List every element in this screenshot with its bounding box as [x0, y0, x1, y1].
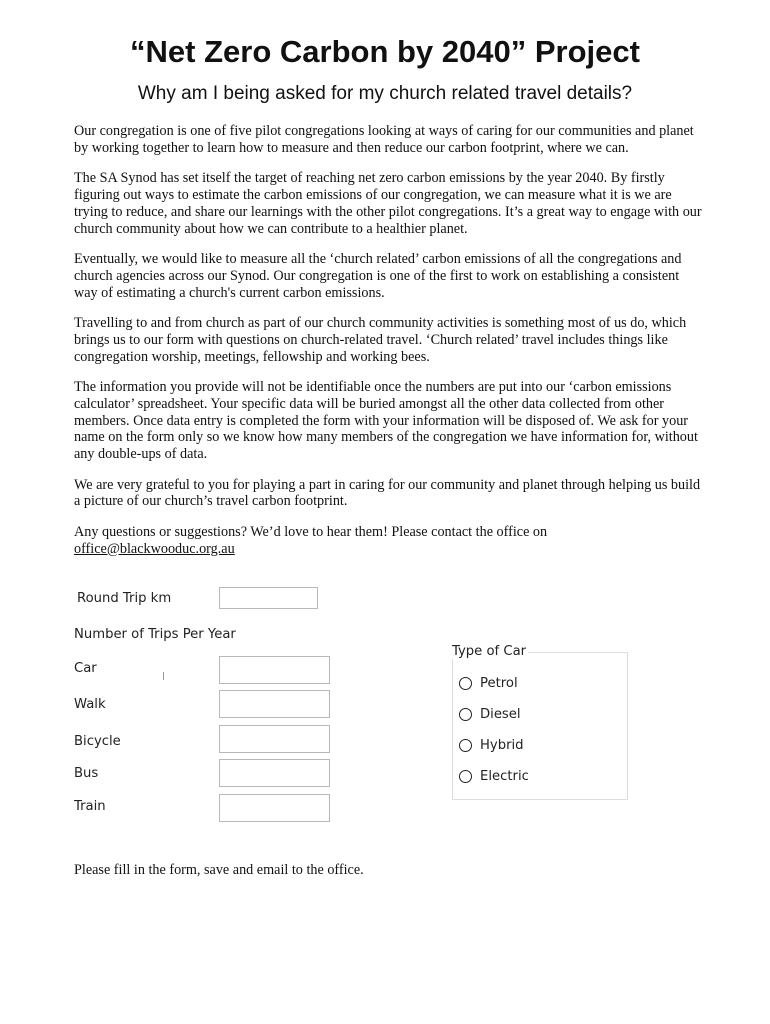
- train-label: Train: [74, 799, 106, 814]
- bicycle-trips-input[interactable]: [219, 725, 330, 753]
- intro-text: [74, 123, 702, 571]
- contact-email-link[interactable]: office@blackwooduc.org.au: [74, 540, 235, 557]
- radio-circle-icon[interactable]: [459, 677, 472, 690]
- paragraph-contact: [74, 524, 702, 558]
- radio-hybrid-label: Hybrid: [480, 738, 524, 753]
- radio-petrol[interactable]: [459, 676, 518, 691]
- paragraph-thanks: We are very grateful to you for playing a part in caring for our community and planet through helping us build a picture of our church’s travel carbon footprint.: [74, 476, 701, 510]
- page-subtitle: Why am I being asked for my church related travel details?: [137, 83, 633, 104]
- radio-electric[interactable]: [459, 769, 529, 784]
- walk-label: Walk: [74, 697, 106, 712]
- radio-electric-label: Electric: [480, 769, 529, 784]
- radio-circle-icon[interactable]: [459, 708, 472, 721]
- bus-trips-input[interactable]: [219, 759, 330, 787]
- contact-text: Any questions or suggestions? We’d love to hear them! Please contact the office on: [74, 523, 548, 540]
- paragraph-travel: Travelling to and from church as part of our church community activities is something most of us do, which brings us to our form with questions on church-related travel. ‘Church related’ travel includes things like congregation worship, meetings, fellowship and working bees.: [74, 314, 687, 365]
- car-type-legend: Type of Car: [452, 644, 527, 659]
- round-trip-input[interactable]: [219, 587, 318, 609]
- paragraph-synod-target: The SA Synod has set itself the target of reaching net zero carbon emissions by the year 2040. By firstly figuring out ways to estimate the carbon emissions of our congregation, we can measure what it is we are trying to reduce, and share our learnings with the other pilot congregations. It’s a great way to engage with our church community about how we can contribute to a healthier planet.: [74, 170, 702, 237]
- radio-circle-icon[interactable]: [459, 770, 472, 783]
- bicycle-label: Bicycle: [74, 734, 121, 749]
- paragraph-privacy: The information you provide will not be identifiable once the numbers are put into our ‘carbon emissions calculator’ spreadsheet. Your specific data will be buried amongst all the other data collected from other members. Once data entry is completed the form with your information will be disposed of. We ask for your name on the form only so we know how many members of the congregation we have information for, without any double-ups of data.: [74, 378, 698, 463]
- radio-hybrid[interactable]: [459, 738, 524, 753]
- radio-petrol-label: Petrol: [480, 676, 518, 691]
- walk-trips-input[interactable]: [219, 690, 330, 718]
- trips-heading: Number of Trips Per Year: [74, 627, 236, 642]
- train-trips-input[interactable]: [219, 794, 330, 822]
- round-trip-label: Round Trip km: [77, 591, 172, 606]
- radio-diesel[interactable]: [459, 707, 521, 722]
- radio-diesel-label: Diesel: [480, 707, 521, 722]
- paragraph-pilot: Our congregation is one of five pilot congregations looking at ways of caring for our communities and planet by working together to learn how to measure and then reduce our carbon footprint, where we can.: [74, 123, 694, 156]
- radio-circle-icon[interactable]: [459, 739, 472, 752]
- paragraph-measure-all: Eventually, we would like to measure all the ‘church related’ carbon emissions of all the congregations and church agencies across our Synod. Our congregation is one of the first to work on establishing a consistent way of estimating a church's current carbon emissions.: [74, 250, 682, 301]
- bus-label: Bus: [74, 766, 99, 781]
- footer-note: Please fill in the form, save and email to the office.: [74, 862, 364, 878]
- car-label: Car: [74, 661, 97, 676]
- car-trips-input[interactable]: [219, 656, 330, 684]
- cursor-mark: [163, 672, 164, 680]
- page-title: “Net Zero Carbon by 2040” Project: [130, 34, 640, 69]
